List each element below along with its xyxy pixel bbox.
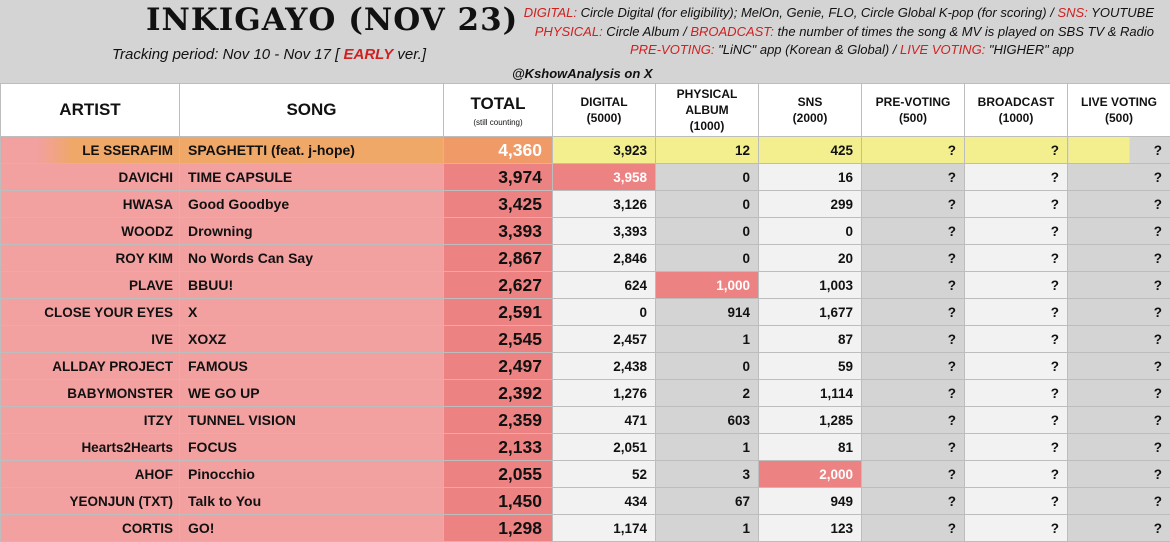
sns-cell: 1,114 <box>759 380 862 407</box>
total-cell: 2,545 <box>444 326 553 353</box>
col-total <box>444 84 553 137</box>
legend-live-key: LIVE VOTING: <box>900 42 985 57</box>
song-cell: Pinocchio <box>180 461 444 488</box>
broadcast-cell: ? <box>965 218 1068 245</box>
song-cell: FAMOUS <box>180 353 444 380</box>
prevoting-cell: ? <box>862 272 965 299</box>
tracking-period <box>112 46 426 63</box>
physical-cell: 914 <box>656 299 759 326</box>
physical-cell: 603 <box>656 407 759 434</box>
col-song: SONG <box>180 84 444 137</box>
digital-cell: 3,958 <box>553 164 656 191</box>
live-cell: ? <box>1068 218 1170 245</box>
prevoting-cell: ? <box>862 164 965 191</box>
col-digital-max: (5000) <box>553 110 655 126</box>
col-prevoting-label: PRE-VOTING <box>862 94 964 110</box>
legend-row-3 <box>514 41 1154 60</box>
live-cell: ? <box>1068 272 1170 299</box>
physical-cell: 0 <box>656 191 759 218</box>
live-cell: ? <box>1068 515 1170 542</box>
physical-cell: 1 <box>656 434 759 461</box>
col-live-max: (500) <box>1068 110 1170 126</box>
broadcast-cell: ? <box>965 299 1068 326</box>
prevoting-cell: ? <box>862 245 965 272</box>
total-cell: 3,425 <box>444 191 553 218</box>
digital-cell: 52 <box>553 461 656 488</box>
song-cell: GO! <box>180 515 444 542</box>
artist-cell: YEONJUN (TXT) <box>1 488 180 515</box>
sns-cell: 87 <box>759 326 862 353</box>
prevoting-cell: ? <box>862 191 965 218</box>
prevoting-cell: ? <box>862 434 965 461</box>
broadcast-cell: ? <box>965 461 1068 488</box>
artist-cell: BABYMONSTER <box>1 380 180 407</box>
scoring-legend <box>514 4 1154 60</box>
broadcast-cell: ? <box>965 326 1068 353</box>
total-cell: 2,055 <box>444 461 553 488</box>
broadcast-cell: ? <box>965 272 1068 299</box>
physical-cell: 67 <box>656 488 759 515</box>
broadcast-cell: ? <box>965 488 1068 515</box>
table-row <box>1 245 1170 272</box>
sns-cell: 81 <box>759 434 862 461</box>
prevoting-cell: ? <box>862 353 965 380</box>
digital-cell: 471 <box>553 407 656 434</box>
physical-cell: 0 <box>656 353 759 380</box>
sns-cell: 1,003 <box>759 272 862 299</box>
digital-cell: 624 <box>553 272 656 299</box>
table-row <box>1 272 1170 299</box>
digital-cell: 1,276 <box>553 380 656 407</box>
physical-cell: 12 <box>656 137 759 164</box>
ranking-table <box>0 83 1170 542</box>
live-cell: ? <box>1068 164 1170 191</box>
header-row <box>1 84 1170 137</box>
broadcast-cell: ? <box>965 191 1068 218</box>
total-cell: 1,298 <box>444 515 553 542</box>
live-cell: ? <box>1068 488 1170 515</box>
col-broadcast <box>965 84 1068 137</box>
broadcast-cell: ? <box>965 164 1068 191</box>
physical-cell: 0 <box>656 218 759 245</box>
sns-cell: 59 <box>759 353 862 380</box>
song-cell: No Words Can Say <box>180 245 444 272</box>
prevoting-cell: ? <box>862 407 965 434</box>
physical-cell: 0 <box>656 245 759 272</box>
broadcast-cell: ? <box>965 434 1068 461</box>
digital-cell: 3,126 <box>553 191 656 218</box>
digital-cell: 2,846 <box>553 245 656 272</box>
prevoting-cell: ? <box>862 380 965 407</box>
song-cell: BBUU! <box>180 272 444 299</box>
artist-cell: Hearts2Hearts <box>1 434 180 461</box>
artist-cell: CORTIS <box>1 515 180 542</box>
song-cell: SPAGHETTI (feat. j-hope) <box>180 137 444 164</box>
prevoting-cell: ? <box>862 218 965 245</box>
legend-prevoting-text: "LiNC" app (Korean & Global) / <box>715 42 901 57</box>
live-cell: ? <box>1068 137 1170 164</box>
artist-cell: LE SSERAFIM <box>1 137 180 164</box>
digital-cell: 1,174 <box>553 515 656 542</box>
digital-cell: 2,438 <box>553 353 656 380</box>
chart-header <box>0 0 1170 83</box>
col-live-label: LIVE VOTING <box>1068 94 1170 110</box>
broadcast-cell: ? <box>965 407 1068 434</box>
song-cell: WE GO UP <box>180 380 444 407</box>
total-cell: 1,450 <box>444 488 553 515</box>
ranking-body <box>1 137 1170 542</box>
prevoting-cell: ? <box>862 515 965 542</box>
total-cell: 4,360 <box>444 137 553 164</box>
col-physical <box>656 84 759 137</box>
physical-cell: 1,000 <box>656 272 759 299</box>
col-digital-label: DIGITAL <box>553 94 655 110</box>
sns-cell: 0 <box>759 218 862 245</box>
tracking-prefix: Tracking period: Nov 10 - Nov 17 [ <box>112 46 339 63</box>
legend-row-2 <box>514 23 1154 42</box>
legend-broadcast-key: BROADCAST: <box>690 24 774 39</box>
total-cell: 2,867 <box>444 245 553 272</box>
col-total-label: TOTAL <box>470 94 525 113</box>
digital-cell: 0 <box>553 299 656 326</box>
chart-title: INKIGAYO (NOV 23) <box>146 2 518 38</box>
col-prevoting <box>862 84 965 137</box>
table-row <box>1 461 1170 488</box>
total-cell: 3,393 <box>444 218 553 245</box>
legend-broadcast-text: the number of times the song & MV is played on SBS TV & Radio <box>774 24 1154 39</box>
col-sns-max: (2000) <box>759 110 861 126</box>
sns-cell: 1,285 <box>759 407 862 434</box>
live-cell: ? <box>1068 380 1170 407</box>
col-physical-max: (1000) <box>656 118 758 134</box>
sns-cell: 299 <box>759 191 862 218</box>
live-cell: ? <box>1068 434 1170 461</box>
sns-cell: 20 <box>759 245 862 272</box>
artist-cell: ROY KIM <box>1 245 180 272</box>
col-prevoting-max: (500) <box>862 110 964 126</box>
prevoting-cell: ? <box>862 461 965 488</box>
table-row <box>1 218 1170 245</box>
artist-cell: AHOF <box>1 461 180 488</box>
legend-physical-key: PHYSICAL: <box>535 24 603 39</box>
table-row <box>1 515 1170 542</box>
song-cell: X <box>180 299 444 326</box>
table-row <box>1 488 1170 515</box>
song-cell: Drowning <box>180 218 444 245</box>
song-cell: Talk to You <box>180 488 444 515</box>
broadcast-cell: ? <box>965 380 1068 407</box>
physical-cell: 1 <box>656 515 759 542</box>
physical-cell: 2 <box>656 380 759 407</box>
song-cell: FOCUS <box>180 434 444 461</box>
digital-cell: 3,393 <box>553 218 656 245</box>
legend-physical-text: Circle Album / <box>603 24 691 39</box>
col-live <box>1068 84 1170 137</box>
table-row <box>1 191 1170 218</box>
col-broadcast-max: (1000) <box>965 110 1067 126</box>
table-row <box>1 380 1170 407</box>
prevoting-cell: ? <box>862 488 965 515</box>
legend-row-1 <box>514 4 1154 23</box>
live-cell: ? <box>1068 245 1170 272</box>
physical-cell: 0 <box>656 164 759 191</box>
broadcast-cell: ? <box>965 245 1068 272</box>
prevoting-cell: ? <box>862 326 965 353</box>
col-digital <box>553 84 656 137</box>
live-cell: ? <box>1068 326 1170 353</box>
col-broadcast-label: BROADCAST <box>965 94 1067 110</box>
legend-digital-key: DIGITAL: <box>524 5 577 20</box>
artist-cell: ALLDAY PROJECT <box>1 353 180 380</box>
total-cell: 3,974 <box>444 164 553 191</box>
artist-cell: WOODZ <box>1 218 180 245</box>
song-cell: Good Goodbye <box>180 191 444 218</box>
song-cell: TUNNEL VISION <box>180 407 444 434</box>
table-row <box>1 407 1170 434</box>
live-cell: ? <box>1068 299 1170 326</box>
digital-cell: 2,457 <box>553 326 656 353</box>
sns-cell: 1,677 <box>759 299 862 326</box>
prevoting-cell: ? <box>862 137 965 164</box>
artist-cell: HWASA <box>1 191 180 218</box>
col-artist: ARTIST <box>1 84 180 137</box>
table-row <box>1 299 1170 326</box>
sns-cell: 949 <box>759 488 862 515</box>
col-sns-label: SNS <box>759 94 861 110</box>
physical-cell: 3 <box>656 461 759 488</box>
artist-cell: IVE <box>1 326 180 353</box>
live-cell: ? <box>1068 191 1170 218</box>
col-physical-label-a: PHYSICAL <box>656 86 758 102</box>
credit-handle: @KshowAnalysis on X <box>512 66 653 81</box>
artist-cell: CLOSE YOUR EYES <box>1 299 180 326</box>
live-cell: ? <box>1068 407 1170 434</box>
digital-cell: 434 <box>553 488 656 515</box>
legend-live-text: "HIGHER" app <box>985 42 1074 57</box>
total-cell: 2,497 <box>444 353 553 380</box>
song-cell: TIME CAPSULE <box>180 164 444 191</box>
song-cell: XOXZ <box>180 326 444 353</box>
total-cell: 2,359 <box>444 407 553 434</box>
legend-digital-text: Circle Digital (for eligibility); MelOn, Genie, FLO, Circle Global K-pop (for scoring) / <box>577 5 1057 20</box>
early-flag: EARLY <box>339 46 393 63</box>
sns-cell: 123 <box>759 515 862 542</box>
table-row <box>1 137 1170 164</box>
total-cell: 2,591 <box>444 299 553 326</box>
total-cell: 2,392 <box>444 380 553 407</box>
live-cell: ? <box>1068 461 1170 488</box>
legend-sns-key: SNS: <box>1057 5 1087 20</box>
sns-cell: 2,000 <box>759 461 862 488</box>
live-cell: ? <box>1068 353 1170 380</box>
prevoting-cell: ? <box>862 299 965 326</box>
col-total-sub: (still counting) <box>444 118 552 127</box>
artist-cell: PLAVE <box>1 272 180 299</box>
broadcast-cell: ? <box>965 137 1068 164</box>
total-cell: 2,627 <box>444 272 553 299</box>
sns-cell: 425 <box>759 137 862 164</box>
col-sns <box>759 84 862 137</box>
sns-cell: 16 <box>759 164 862 191</box>
table-row <box>1 164 1170 191</box>
table-row <box>1 353 1170 380</box>
legend-sns-text: YOUTUBE <box>1088 5 1154 20</box>
total-cell: 2,133 <box>444 434 553 461</box>
broadcast-cell: ? <box>965 515 1068 542</box>
physical-cell: 1 <box>656 326 759 353</box>
tracking-suffix: ver.] <box>393 46 426 63</box>
legend-prevoting-key: PRE-VOTING: <box>630 42 715 57</box>
artist-cell: DAVICHI <box>1 164 180 191</box>
digital-cell: 2,051 <box>553 434 656 461</box>
broadcast-cell: ? <box>965 353 1068 380</box>
col-physical-label-b: ALBUM <box>656 102 758 118</box>
table-row <box>1 434 1170 461</box>
table-row <box>1 326 1170 353</box>
artist-cell: ITZY <box>1 407 180 434</box>
digital-cell: 3,923 <box>553 137 656 164</box>
